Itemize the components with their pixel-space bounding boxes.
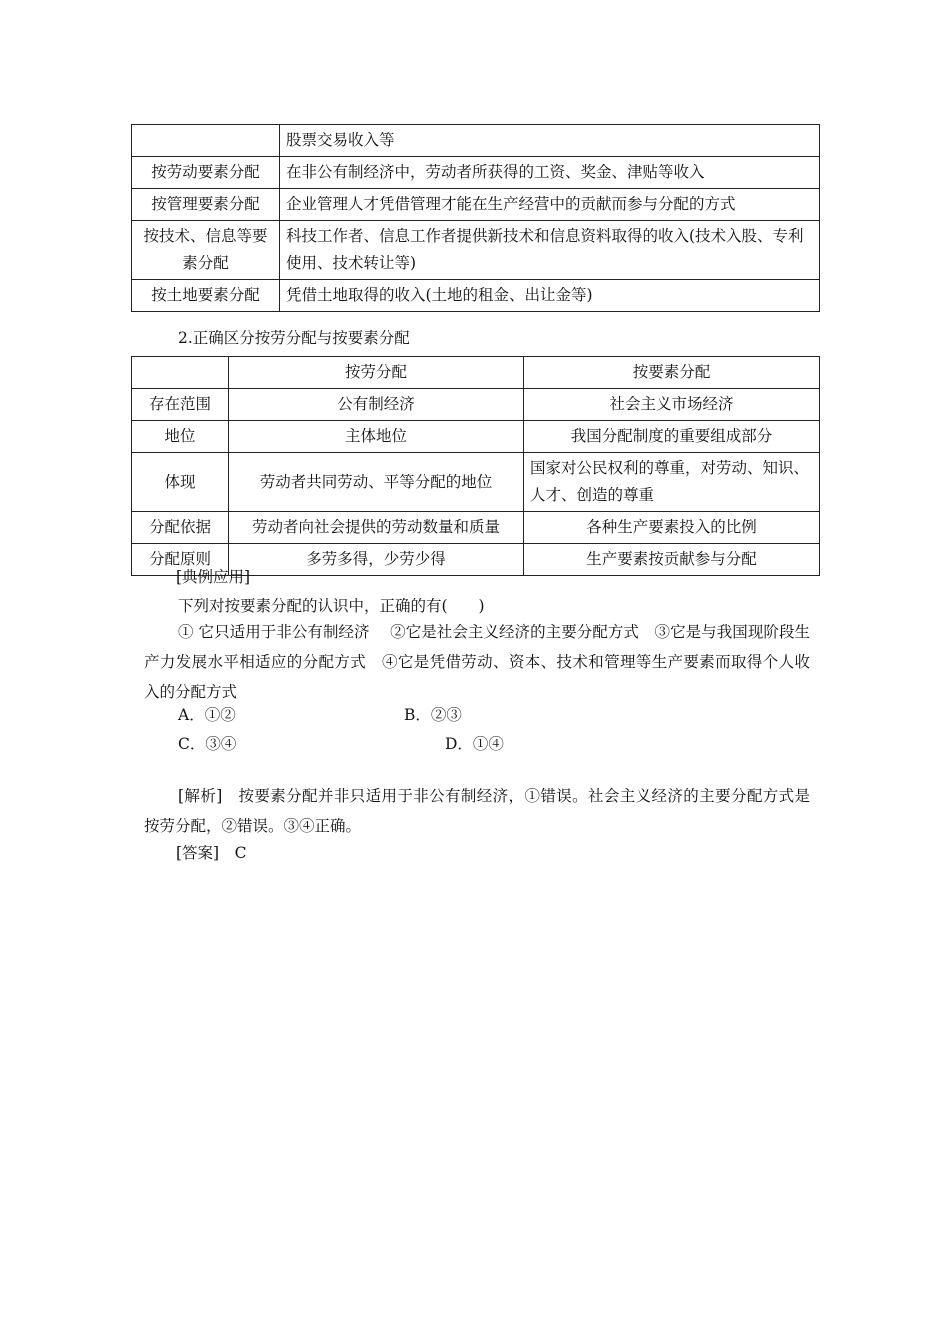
table-cell: 多劳多得，少劳少得 bbox=[229, 544, 524, 576]
comparison-table bbox=[131, 356, 820, 576]
option-b: B．②③ bbox=[404, 706, 462, 724]
table-cell: 劳动者共同劳动、平等分配的地位 bbox=[229, 453, 524, 512]
option-c: C．③④ bbox=[178, 735, 237, 753]
table-cell: 凭借土地取得的收入(土地的租金、出让金等) bbox=[280, 280, 820, 312]
table-header-cell: 按要素分配 bbox=[524, 357, 820, 389]
option-d: D．①④ bbox=[445, 735, 504, 753]
table-cell: 各种生产要素投入的比例 bbox=[524, 512, 820, 544]
table-row bbox=[132, 189, 820, 221]
table-row bbox=[132, 125, 820, 157]
table-cell: 分配依据 bbox=[132, 512, 229, 544]
table-cell: 按劳动要素分配 bbox=[132, 157, 280, 189]
table-row bbox=[132, 453, 820, 512]
option-a: A．①② bbox=[178, 706, 236, 724]
table-cell: 主体地位 bbox=[229, 421, 524, 453]
table-cell: 生产要素按贡献参与分配 bbox=[524, 544, 820, 576]
table-cell: 按土地要素分配 bbox=[132, 280, 280, 312]
table-cell bbox=[132, 125, 280, 157]
table-cell: 按技术、信息等要素分配 bbox=[132, 221, 280, 280]
table-cell: 科技工作者、信息工作者提供新技术和信息资料取得的收入(技术入股、专利使用、技术转让等) bbox=[280, 221, 820, 280]
example-label: [典例应用] bbox=[176, 568, 251, 586]
table-cell: 企业管理人才凭借管理才能在生产经营中的贡献而参与分配的方式 bbox=[280, 189, 820, 221]
table-row bbox=[132, 157, 820, 189]
answer-text: [答案] C bbox=[176, 844, 247, 862]
table-row bbox=[132, 512, 820, 544]
table-cell: 在非公有制经济中，劳动者所获得的工资、奖金、津贴等收入 bbox=[280, 157, 820, 189]
analysis-text: [解析] 按要素分配并非只适用于非公有制经济，①错误。社会主义经济的主要分配方式是按劳分配，②错误。③④正确。 bbox=[144, 787, 810, 835]
table-cell: 股票交易收入等 bbox=[280, 125, 820, 157]
section-title: 2.正确区分按劳分配与按要素分配 bbox=[178, 329, 410, 347]
table-cell: 社会主义市场经济 bbox=[524, 389, 820, 421]
table-cell: 体现 bbox=[132, 453, 229, 512]
statements-text: ① 它只适用于非公有制经济 ②它是社会主义经济的主要分配方式 ③它是与我国现阶段生产力发展水平相适应的分配方式 ④它是凭借劳动、资本、技术和管理等生产要素而取得个人收入的分配方式 bbox=[144, 623, 810, 701]
table-header-cell bbox=[132, 357, 229, 389]
table-cell: 国家对公民权利的尊重，对劳动、知识、人才、创造的尊重 bbox=[524, 453, 820, 512]
table-cell: 存在范围 bbox=[132, 389, 229, 421]
table-cell: 公有制经济 bbox=[229, 389, 524, 421]
table-cell: 按管理要素分配 bbox=[132, 189, 280, 221]
table-row bbox=[132, 280, 820, 312]
question-text: 下列对按要素分配的认识中，正确的有( ) bbox=[178, 597, 485, 615]
table-row bbox=[132, 221, 820, 280]
table-cell: 分配原则 bbox=[132, 544, 229, 576]
factor-distribution-table bbox=[131, 124, 820, 312]
table-cell: 地位 bbox=[132, 421, 229, 453]
table-cell: 劳动者向社会提供的劳动数量和质量 bbox=[229, 512, 524, 544]
table-cell: 我国分配制度的重要组成部分 bbox=[524, 421, 820, 453]
table-row bbox=[132, 421, 820, 453]
table-row bbox=[132, 389, 820, 421]
table-header-row bbox=[132, 357, 820, 389]
table-header-cell: 按劳分配 bbox=[229, 357, 524, 389]
